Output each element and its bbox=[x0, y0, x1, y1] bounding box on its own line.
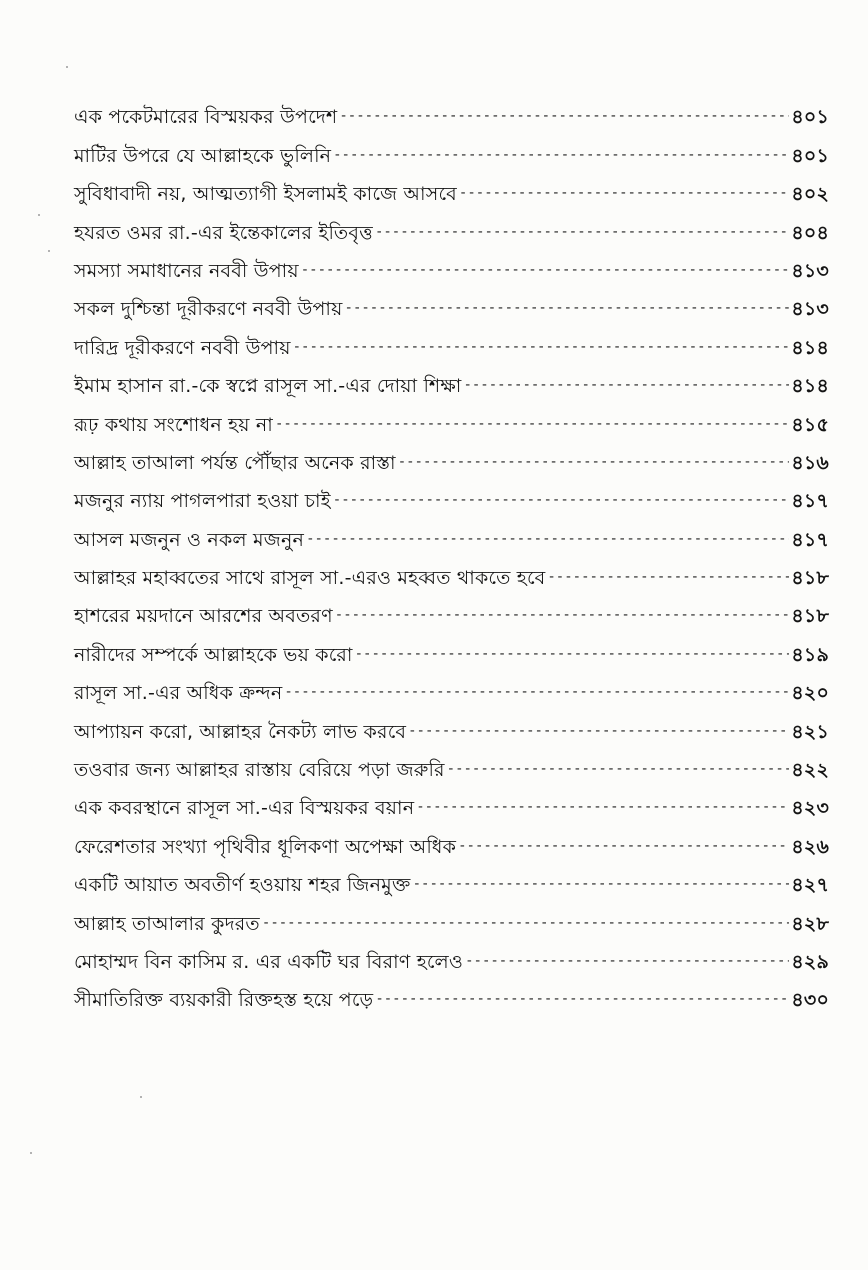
toc-dash-leader bbox=[547, 566, 789, 588]
toc-entry-page-number: ৪০১ bbox=[791, 144, 829, 167]
toc-entry bbox=[74, 666, 829, 704]
toc-entry-page-number: ৪২৭ bbox=[791, 874, 829, 897]
toc-entry-page-number: ৪১৩ bbox=[791, 259, 829, 282]
toc-entry-title: এক পকেটমারের বিস্ময়কর উপদেশ bbox=[74, 106, 338, 129]
toc-dash-leader bbox=[339, 105, 789, 127]
toc-entry-title: সকল দুশ্চিন্তা দূরীকরণে নববী উপায় bbox=[74, 298, 343, 321]
toc-dash-leader bbox=[275, 413, 789, 435]
toc-entry-title: ইমাম হাসান রা.-কে স্বপ্নে রাসূল সা.-এর দোয়া শিক্ষা bbox=[74, 375, 462, 398]
toc-entry bbox=[74, 205, 829, 243]
toc-entry-title: হাশরের ময়দানে আরশের অবতরণ bbox=[74, 605, 333, 628]
toc-dash-leader bbox=[262, 912, 789, 934]
toc-entry-title: আপ্যায়ন করো, আল্লাহর নৈকট্য লাভ করবে bbox=[74, 720, 407, 743]
toc-entry bbox=[74, 244, 829, 282]
paper-speck bbox=[38, 214, 40, 216]
toc-entry bbox=[74, 551, 829, 589]
toc-entry-title: রূঢ় কথায় সংশোধন হয় না bbox=[74, 413, 273, 436]
toc-entry bbox=[74, 474, 829, 512]
toc-dash-leader bbox=[293, 336, 790, 358]
toc-entry-page-number: ৪০১ bbox=[791, 106, 829, 129]
toc-entry-title: ফেরেশতার সংখ্যা পৃথিবীর ধূলিকণা অপেক্ষা অধিক bbox=[74, 835, 457, 858]
toc-dash-leader bbox=[416, 796, 789, 818]
toc-entry-page-number: ৪১৭ bbox=[791, 490, 829, 513]
toc-entry-title: সুবিধাবাদী নয়, আত্মত্যাগী ইসলামই কাজে আসবে bbox=[74, 183, 457, 206]
toc-entry bbox=[74, 704, 829, 742]
paper-speck bbox=[140, 1096, 142, 1098]
paper-speck bbox=[48, 250, 50, 252]
toc-entry bbox=[74, 858, 829, 896]
toc-entry-page-number: ৪১৯ bbox=[791, 643, 829, 666]
toc-entry-title: রাসূল সা.-এর অধিক ক্রন্দন bbox=[74, 682, 283, 705]
toc-entry-title: একটি আয়াত অবতীর্ণ হওয়ায় শহর জিনমুক্ত bbox=[74, 874, 411, 897]
toc-entry bbox=[74, 819, 829, 857]
toc-entry-page-number: ৪২১ bbox=[791, 720, 829, 743]
toc-dash-leader bbox=[301, 259, 790, 281]
toc-dash-leader bbox=[447, 758, 790, 780]
paper-speck bbox=[66, 66, 68, 68]
toc-dash-leader bbox=[335, 604, 790, 626]
table-of-contents bbox=[74, 90, 829, 1011]
toc-entry-title: নারীদের সম্পর্কে আল্লাহকে ভয় করো bbox=[74, 643, 353, 666]
toc-entry bbox=[74, 589, 829, 627]
toc-entry-title: আল্লাহর মহাব্বতের সাথে রাসূল সা.-এরও মহব্বত থাকতে হবে bbox=[74, 567, 546, 590]
toc-dash-leader bbox=[355, 643, 790, 665]
toc-entry-page-number: ৪০৪ bbox=[791, 221, 829, 244]
toc-entry bbox=[74, 90, 829, 128]
toc-entry bbox=[74, 973, 829, 1011]
toc-entry-page-number: ৪২৩ bbox=[791, 797, 829, 820]
toc-entry-title: মোহাম্মদ বিন কাসিম র. এর একটি ঘর বিরাণ হলেও bbox=[74, 950, 464, 973]
toc-dash-leader bbox=[463, 374, 789, 396]
toc-entry-title: তওবার জন্য আল্লাহর রাস্তায় বেরিয়ে পড়া জরুরি bbox=[74, 759, 445, 782]
toc-entry-page-number: ৪৩০ bbox=[791, 989, 829, 1012]
toc-entry-page-number: ৪১৬ bbox=[791, 451, 829, 474]
toc-entry-title: মজনুর ন্যায় পাগলপারা হওয়া চাই bbox=[74, 490, 331, 513]
toc-dash-leader bbox=[333, 489, 790, 511]
toc-entry-page-number: ৪১৮ bbox=[791, 567, 829, 590]
toc-entry-page-number: ৪১৪ bbox=[791, 375, 829, 398]
toc-entry-page-number: ৪১৪ bbox=[791, 336, 829, 359]
toc-dash-leader bbox=[458, 835, 789, 857]
toc-dash-leader bbox=[306, 528, 789, 550]
toc-entry bbox=[74, 167, 829, 205]
toc-entry-title: মাটির উপরে যে আল্লাহকে ভুলিনি bbox=[74, 144, 332, 167]
toc-entry-page-number: ৪২২ bbox=[791, 759, 829, 782]
toc-dash-leader bbox=[398, 451, 790, 473]
toc-dash-leader bbox=[413, 873, 790, 895]
toc-entry bbox=[74, 627, 829, 665]
toc-entry-title: সমস্যা সমাধানের নববী উপায় bbox=[74, 259, 299, 282]
toc-entry bbox=[74, 935, 829, 973]
toc-entry-title: দারিদ্র দূরীকরণে নববী উপায় bbox=[74, 336, 291, 359]
toc-dash-leader bbox=[345, 297, 790, 319]
toc-dash-leader bbox=[465, 950, 789, 972]
toc-dash-leader bbox=[333, 144, 789, 166]
toc-entry bbox=[74, 397, 829, 435]
toc-dash-leader bbox=[375, 988, 789, 1010]
paper-speck bbox=[30, 1152, 32, 1154]
toc-entry bbox=[74, 320, 829, 358]
toc-entry-title: আল্লাহ তাআলা পর্যন্ত পৌঁছার অনেক রাস্তা bbox=[74, 451, 396, 474]
toc-entry-page-number: ৪২৬ bbox=[791, 835, 829, 858]
toc-dash-leader bbox=[284, 681, 789, 703]
toc-dash-leader bbox=[408, 720, 789, 742]
toc-entry-page-number: ৪০২ bbox=[791, 183, 829, 206]
toc-entry-title: সীমাতিরিক্ত ব্যয়কারী রিক্তহস্ত হয়ে পড়ে bbox=[74, 989, 374, 1012]
toc-entry-title: আসল মজনুন ও নকল মজনুন bbox=[74, 528, 305, 551]
toc-entry-page-number: ৪১৫ bbox=[791, 413, 829, 436]
toc-entry bbox=[74, 781, 829, 819]
toc-entry bbox=[74, 359, 829, 397]
toc-entry bbox=[74, 436, 829, 474]
toc-entry-title: এক কবরস্থানে রাসূল সা.-এর বিস্ময়কর বয়ান bbox=[74, 797, 415, 820]
toc-dash-leader bbox=[375, 221, 789, 243]
toc-entry-page-number: ৪২০ bbox=[791, 682, 829, 705]
toc-dash-leader bbox=[459, 182, 789, 204]
toc-entry bbox=[74, 128, 829, 166]
toc-entry-page-number: ৪২৯ bbox=[791, 950, 829, 973]
toc-entry bbox=[74, 512, 829, 550]
toc-entry-title: আল্লাহ তাআলার কুদরত bbox=[74, 912, 260, 935]
toc-entry bbox=[74, 743, 829, 781]
toc-entry-page-number: ৪১৭ bbox=[791, 528, 829, 551]
toc-entry-page-number: ৪২৮ bbox=[791, 912, 829, 935]
toc-entry-title: হযরত ওমর রা.-এর ইন্তেকালের ইতিবৃত্ত bbox=[74, 221, 373, 244]
toc-entry-page-number: ৪১৩ bbox=[791, 298, 829, 321]
toc-entry bbox=[74, 896, 829, 934]
toc-entry-page-number: ৪১৮ bbox=[791, 605, 829, 628]
toc-entry bbox=[74, 282, 829, 320]
